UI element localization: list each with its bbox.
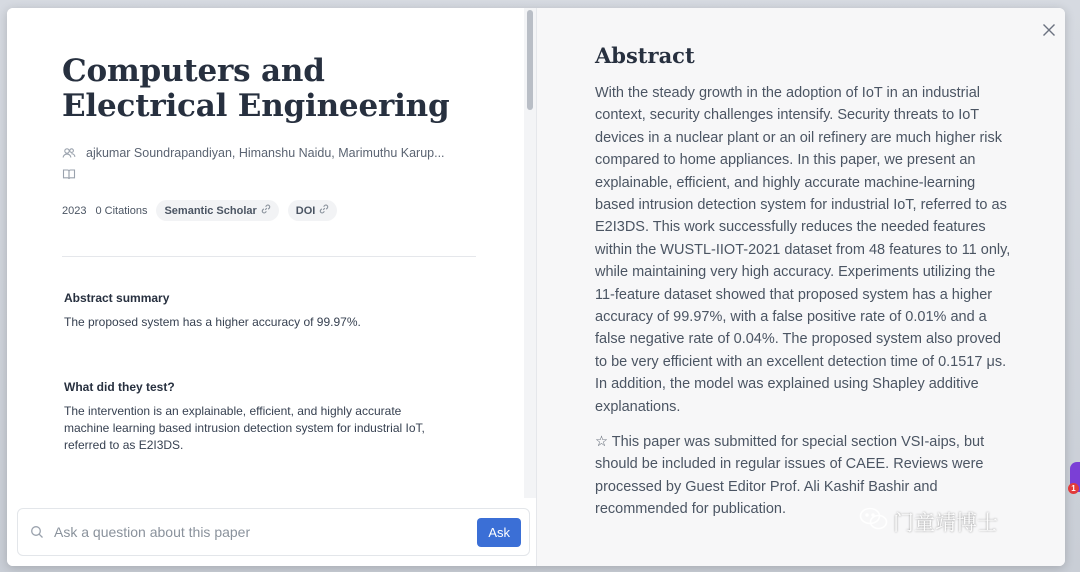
paper-detail-modal: [7, 8, 1065, 566]
abstract-pane: [537, 8, 1065, 566]
abstract-summary-text: The proposed system has a higher accuracy of 99.97%.: [64, 315, 361, 329]
close-icon: [1042, 23, 1056, 42]
paper-info-pane: [7, 8, 537, 566]
ask-button[interactable]: Ask: [477, 518, 521, 547]
link-icon: [261, 204, 271, 217]
what-tested-text: The intervention is an explainable, efficient, and highly accurate machine learning based intrusion detection system for industrial IoT, referred to as E2I3DS.: [64, 404, 425, 452]
close-button[interactable]: [1039, 22, 1059, 42]
authors-list[interactable]: ajkumar Soundrapandiyan, Himanshu Naidu, Marimuthu Karup...: [86, 146, 445, 160]
section-divider: [62, 256, 476, 257]
abstract-text: With the steady growth in the adoption of IoT in an industrial context, security challenges intensify. Security threats to IoT devices in a nuclear plant or an oil refinery are much higher risk compared to home appliances. In this paper, we present an explainable, efficient, and highly accurate machine-learning based intrusion detection system for industrial IoT, referred to as E2I3DS. This work successfully reduces the needed features within the WUSTL-IIOT-2021 dataset from 48 features to 11 only, while maintaining very high accuracy. Experiments utilizing the 11-feature dataset showed that proposed system has a higher accuracy of 99.97%, with a false positive rate of 0.01% and a false negative rate of 0.04%. The proposed system also proved to be very efficient with an excellent detection time of 0.1517 μs. In addition, the model was explained using Shapley additive explanations.: [595, 85, 1011, 415]
wechat-icon: [859, 506, 889, 538]
publication-year: 2023: [62, 204, 87, 217]
paper-info-scroll[interactable]: [7, 8, 524, 498]
venue-row: [62, 167, 76, 181]
what-tested-title: What did they test?: [64, 380, 175, 394]
notification-badge: 1: [1068, 483, 1079, 494]
abstract-heading: Abstract: [595, 43, 695, 68]
ask-question-input[interactable]: [54, 524, 477, 540]
ask-question-bar: [17, 508, 530, 556]
book-icon: [62, 167, 76, 181]
link-icon: [319, 204, 329, 217]
search-icon: [30, 525, 44, 539]
authors-row: [62, 146, 445, 160]
citation-count[interactable]: 0 Citations: [95, 204, 148, 217]
semantic-scholar-label: Semantic Scholar: [164, 204, 257, 217]
watermark-text: 门童靖博士: [893, 512, 998, 535]
scrollbar-thumb[interactable]: [527, 10, 533, 110]
paper-title: Computers and Electrical Engineering: [62, 53, 450, 124]
scrollbar[interactable]: [524, 8, 536, 498]
users-icon: [62, 146, 76, 160]
doi-label: DOI: [295, 204, 316, 217]
doi-link[interactable]: [288, 200, 338, 221]
paper-info-row: [62, 200, 337, 221]
semantic-scholar-link[interactable]: [156, 200, 278, 221]
abstract-note: ☆ This paper was submitted for special section VSI-aips, but should be included in regular issues of CAEE. Reviews were processed by Guest Editor Prof. Ali Kashif Bashir and recommended for publication.: [595, 434, 985, 518]
wechat-watermark: [859, 506, 998, 538]
abstract-summary-title: Abstract summary: [64, 291, 170, 305]
